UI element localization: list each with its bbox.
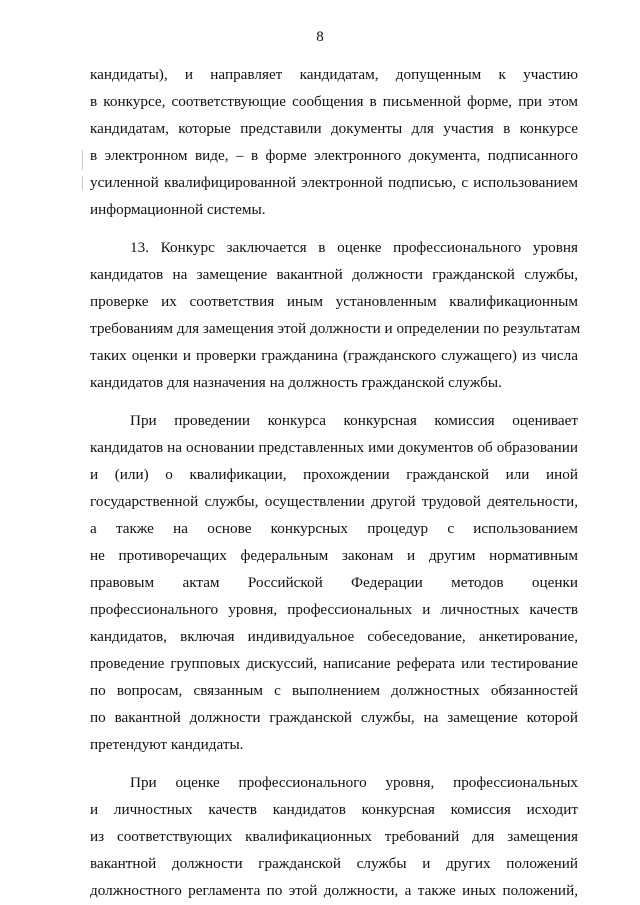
text-line: При оценке профессионального уровня, профессиональных: [130, 774, 578, 791]
text-line: в конкурсе, соответствующие сообщения в письменной форме, при этом: [90, 93, 578, 110]
paragraph-gap: [90, 223, 578, 234]
text-line: по вопросам, связанным с выполнением должностных обязанностей: [90, 682, 578, 699]
text-line: претендуют кандидаты.: [90, 736, 244, 753]
text-line: таких оценки и проверки гражданина (гражданского служащего) из числа: [90, 347, 578, 364]
text-line: кандидатов для назначения на должность гражданской службы.: [90, 374, 502, 391]
text-line: кандидатов на замещение вакантной должности гражданской службы,: [90, 266, 578, 283]
text-line: в электронном виде, – в форме электронного документа, подписанного: [90, 147, 578, 164]
page-number: 8: [316, 29, 324, 45]
paragraph-gap: [90, 758, 578, 769]
paragraph-2: [90, 234, 581, 396]
text-line: 13. Конкурс заключается в оценке профессионального уровня: [130, 239, 578, 256]
text-line: кандидатов, включая индивидуальное собеседование, анкетирование,: [90, 628, 578, 645]
text-line: а также на основе конкурсных процедур с использованием: [90, 520, 578, 537]
text-line: кандидатов на основании представленных ими документов об образовании: [90, 439, 578, 456]
text-line: информационной системы.: [90, 201, 266, 218]
text-line: из соответствующих квалификационных требований для замещения: [90, 828, 578, 845]
text-line: должностного регламента по этой должности, а также иных положений,: [90, 882, 578, 899]
text-line: и личностных качеств кандидатов конкурсная комиссия исходит: [90, 801, 578, 818]
scan-margin-mark: [82, 150, 83, 170]
text-line: государственной службы, осуществлении другой трудовой деятельности,: [90, 493, 578, 510]
text-line: требованиям для замещения этой должности и определении по результатам: [90, 320, 581, 337]
paragraph-3: [90, 407, 578, 758]
text-line: проведение групповых дискуссий, написание реферата или тестирование: [90, 655, 578, 672]
text-line: кандидаты), и направляет кандидатам, допущенным к участию: [90, 66, 578, 83]
text-line: и (или) о квалификации, прохождении гражданской или иной: [90, 466, 578, 483]
text-line: профессионального уровня, профессиональных и личностных качеств: [90, 601, 578, 618]
paragraph-4: [90, 769, 578, 904]
scan-margin-mark: [82, 176, 83, 190]
paragraph-1: [90, 61, 578, 223]
text-line: правовым актам Российской Федерации методов оценки: [90, 574, 578, 591]
document-body: [90, 61, 581, 904]
text-line: усиленной квалифицированной электронной подписью, с использованием: [90, 174, 578, 191]
text-line: по вакантной должности гражданской службы, на замещение которой: [90, 709, 578, 726]
text-line: вакантной должности гражданской службы и других положений: [90, 855, 578, 872]
text-line: не противоречащих федеральным законам и другим нормативным: [90, 547, 578, 564]
text-line: кандидатам, которые представили документы для участия в конкурсе: [90, 120, 578, 137]
paragraph-gap: [90, 396, 578, 407]
text-line: проверке их соответствия иным установленным квалификационным: [90, 293, 578, 310]
text-line: При проведении конкурса конкурсная комиссия оценивает: [130, 412, 578, 429]
